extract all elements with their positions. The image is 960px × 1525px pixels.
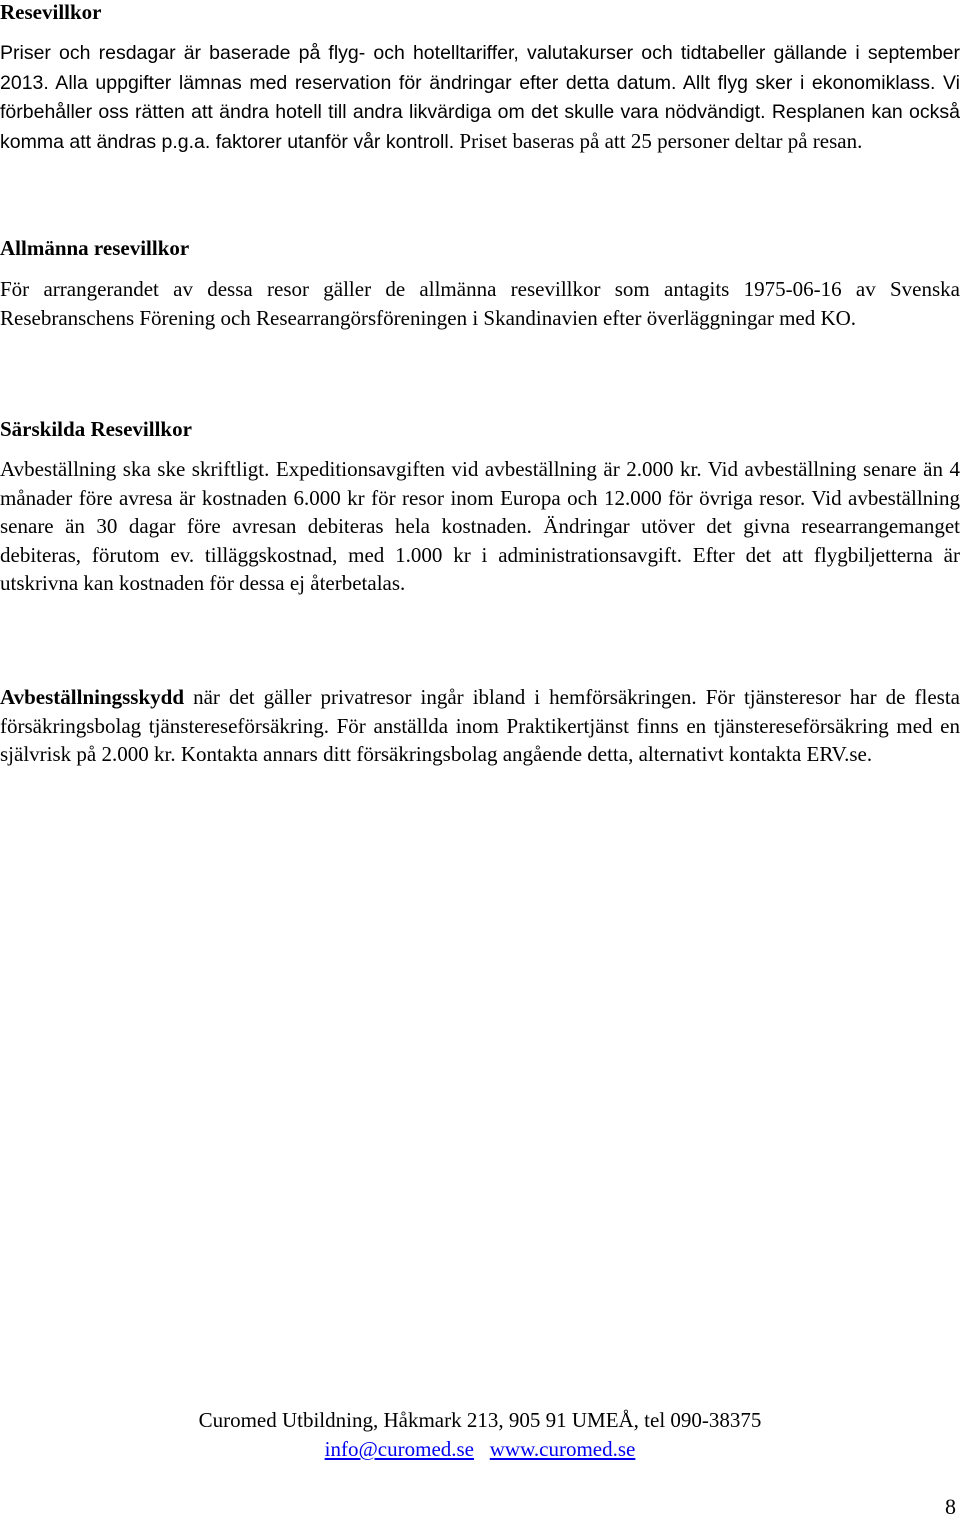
heading-resevillkor: Resevillkor [0, 0, 102, 24]
paragraph-resevillkor [0, 38, 960, 156]
paragraph-avbestallningsskydd [0, 683, 960, 769]
paragraph-resevillkor-text: Priser och resdagar är baserade på flyg- och hotelltariffer, valutakurser och tidtabeller gällande i september 2013. Alla uppgifter lämnas med reservation för ändringar efter detta datum. Allt flyg sker i ekonomiklass. Vi förbehåller oss rätten att ändra hotell till andra likvärdiga om det skulle vara nödvändigt. Resplanen kan också komma att ändras p.g.a. faktorer utanför vår kontroll. [0, 42, 960, 153]
paragraph-sarskilda-resevillkor: Avbeställning ska ske skriftligt. Expeditionsavgiften vid avbeställning är 2.000 kr. Vid avbeställning senare än 4 månader före avresa är kostnaden 6.000 kr för resor inom Europa och 12.000 för övriga resor. Vid avbeställning senare än 30 dagar före avresan debiteras hela kostnaden. Ändringar utöver det givna researrangemanget debiteras, förutom ev. tilläggskostnad, med 1.000 kr i administrationsavgift. Efter det att flygbiljetterna är utskrivna kan kostnaden för dessa ej återbetalas. [0, 457, 960, 595]
footer-links [0, 1435, 960, 1463]
footer-website-link[interactable]: www.curomed.se [489, 1437, 636, 1461]
avbestallningsskydd-label: Avbeställningsskydd [0, 685, 185, 709]
footer-email-link[interactable]: info@curomed.se [324, 1437, 475, 1461]
heading-sarskilda-resevillkor: Särskilda Resevillkor [0, 417, 192, 441]
page-number: 8 [945, 1494, 956, 1519]
heading-allmanna-resevillkor: Allmänna resevillkor [0, 236, 190, 260]
paragraph-allmanna-resevillkor: För arrangerandet av dessa resor gäller de allmänna resevillkor som antagits 1975-06-16 av Svenska Resebranschens Förening och Researrangörsföreningen i Skandinavien efter överläggningar med KO. [0, 277, 960, 330]
paragraph-resevillkor-price: Priset baseras på att 25 personer deltar på resan. [454, 128, 863, 153]
avbestallningsskydd-text: när det gäller privatresor ingår ibland i hemförsäkringen. För tjänsteresor har de flesta försäkringsbolag tjänstereseförsäkring. För anställda inom Praktikertjänst finns en tjänstereseförsäkring med en självrisk på 2.000 kr. Kontakta annars ditt försäkringsbolag angående detta, alternativt kontakta ERV.se. [0, 685, 960, 766]
footer-address: Curomed Utbildning, Håkmark 213, 905 91 UMEÅ, tel 090-38375 [198, 1408, 762, 1432]
footer-link-spacer [474, 1437, 490, 1461]
